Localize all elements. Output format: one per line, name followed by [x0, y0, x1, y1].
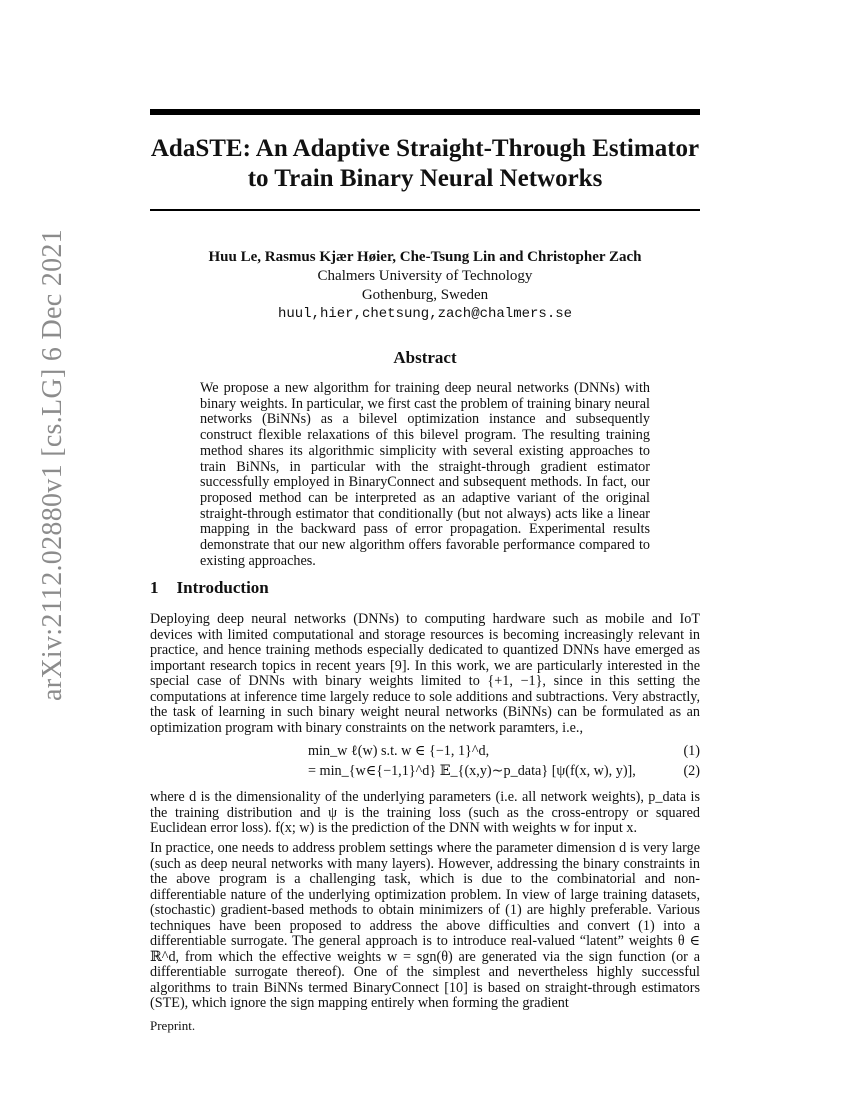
title-rule-top: [150, 109, 700, 115]
equation-2-body: = min_{w∈{−1,1}^d} 𝔼_{(x,y)∼p_data} [ψ(f(x, w), y)],: [308, 763, 636, 779]
paper-title: [150, 134, 700, 194]
author-email: huul,hier,chetsung,zach@chalmers.se: [277, 306, 573, 322]
intro-paragraph-2: where d is the dimensionality of the underlying parameters (i.e. all network weights), p_data is the training distribution and ψ is the training loss (such as the cross-entropy or squared Euclidean error loss). f(x; w) is the prediction of the DNN with weights w for input x.: [150, 789, 700, 836]
intro-paragraph-3: In practice, one needs to address problem settings where the parameter dimension d is very large (such as deep neural networks with many layers). However, addressing the binary constraints in the above program is a challenging task, which is due to the combinatorial and non-differentiable nature of the underlying optimization problem. In view of large training datasets, (stochastic) gradient-based methods to obtain minimizers of (1) are highly preferable. Various techniques have been proposed to address the above difficulties and convert (1) into a differentiable surrogate. The general approach is to introduce real-valued “latent” weights θ ∈ ℝ^d, from which the effective weights w = sgn(θ) are generated via the sign function (or a differentiable surrogate thereof). One of the simplest and nevertheless highly successful algorithms to train BiNNs termed BinaryConnect [10] is based on straight-through estimators (STE), which ignore the sign mapping entirely when forming the gradient: [150, 840, 700, 1011]
abstract-text: We propose a new algorithm for training deep neural networks (DNNs) with binary weights. In particular, we first cast the problem of training binary neural networks (BiNNs) as a bilevel optimization instance and subsequently construct flexible relaxations of this bilevel program. The resulting training method shares its algorithmic simplicity with several existing approaches to train BiNNs, in particular with the straight-through gradient estimator successfully employed in BinaryConnect and subsequent methods. In fact, our proposed method can be interpreted as an adaptive variant of the original straight-through estimator that conditionally (but not always) acts like a linear mapping in the backward pass of error propagation. Experimental results demonstrate that our new algorithm offers favorable performance compared to existing approaches.: [200, 380, 650, 569]
title-line-2: to Train Binary Neural Networks: [247, 165, 603, 192]
equation-1-body: min_w ℓ(w) s.t. w ∈ {−1, 1}^d,: [308, 743, 490, 759]
title-line-1: AdaSTE: An Adaptive Straight-Through Estimator: [150, 135, 700, 162]
equation-1-number: (1): [683, 743, 700, 759]
equation-1: [150, 743, 700, 761]
section-heading: [150, 578, 269, 598]
section-title: Introduction: [176, 578, 269, 597]
intro-paragraph-1: Deploying deep neural networks (DNNs) to computing hardware such as mobile and IoT devices with limited computational and storage resources is becoming increasingly relevant in practice, and hence training methods especially dedicated to quantized DNNs have emerged as important research topics in recent years [9]. In this work, we are particularly interested in the special case of DNNs with binary weights limited to {+1, −1}, since in this setting the computations at inference time largely reduce to sole additions and subtractions. Very abstractly, the task of learning in such binary weight neural networks (BiNNs) can be formulated as an optimization program with binary constraints on the network paramters, i.e.,: [150, 611, 700, 736]
author-block: [150, 248, 700, 324]
equation-2-number: (2): [683, 763, 700, 779]
abstract-heading: Abstract: [393, 348, 457, 367]
author-location: Gothenburg, Sweden: [361, 287, 489, 303]
arxiv-stamp-text: arXiv:2112.02880v1 [cs.LG] 6 Dec 2021: [37, 229, 68, 701]
arxiv-stamp: [28, 229, 78, 701]
equation-2: [150, 763, 700, 781]
author-affiliation: Chalmers University of Technology: [317, 268, 533, 284]
title-rule-bottom: [150, 209, 700, 211]
author-names: Huu Le, Rasmus Kjær Høier, Che-Tsung Lin and Christopher Zach: [208, 249, 642, 265]
footer-note: Preprint.: [150, 1018, 196, 1033]
section-number: 1: [150, 578, 159, 597]
